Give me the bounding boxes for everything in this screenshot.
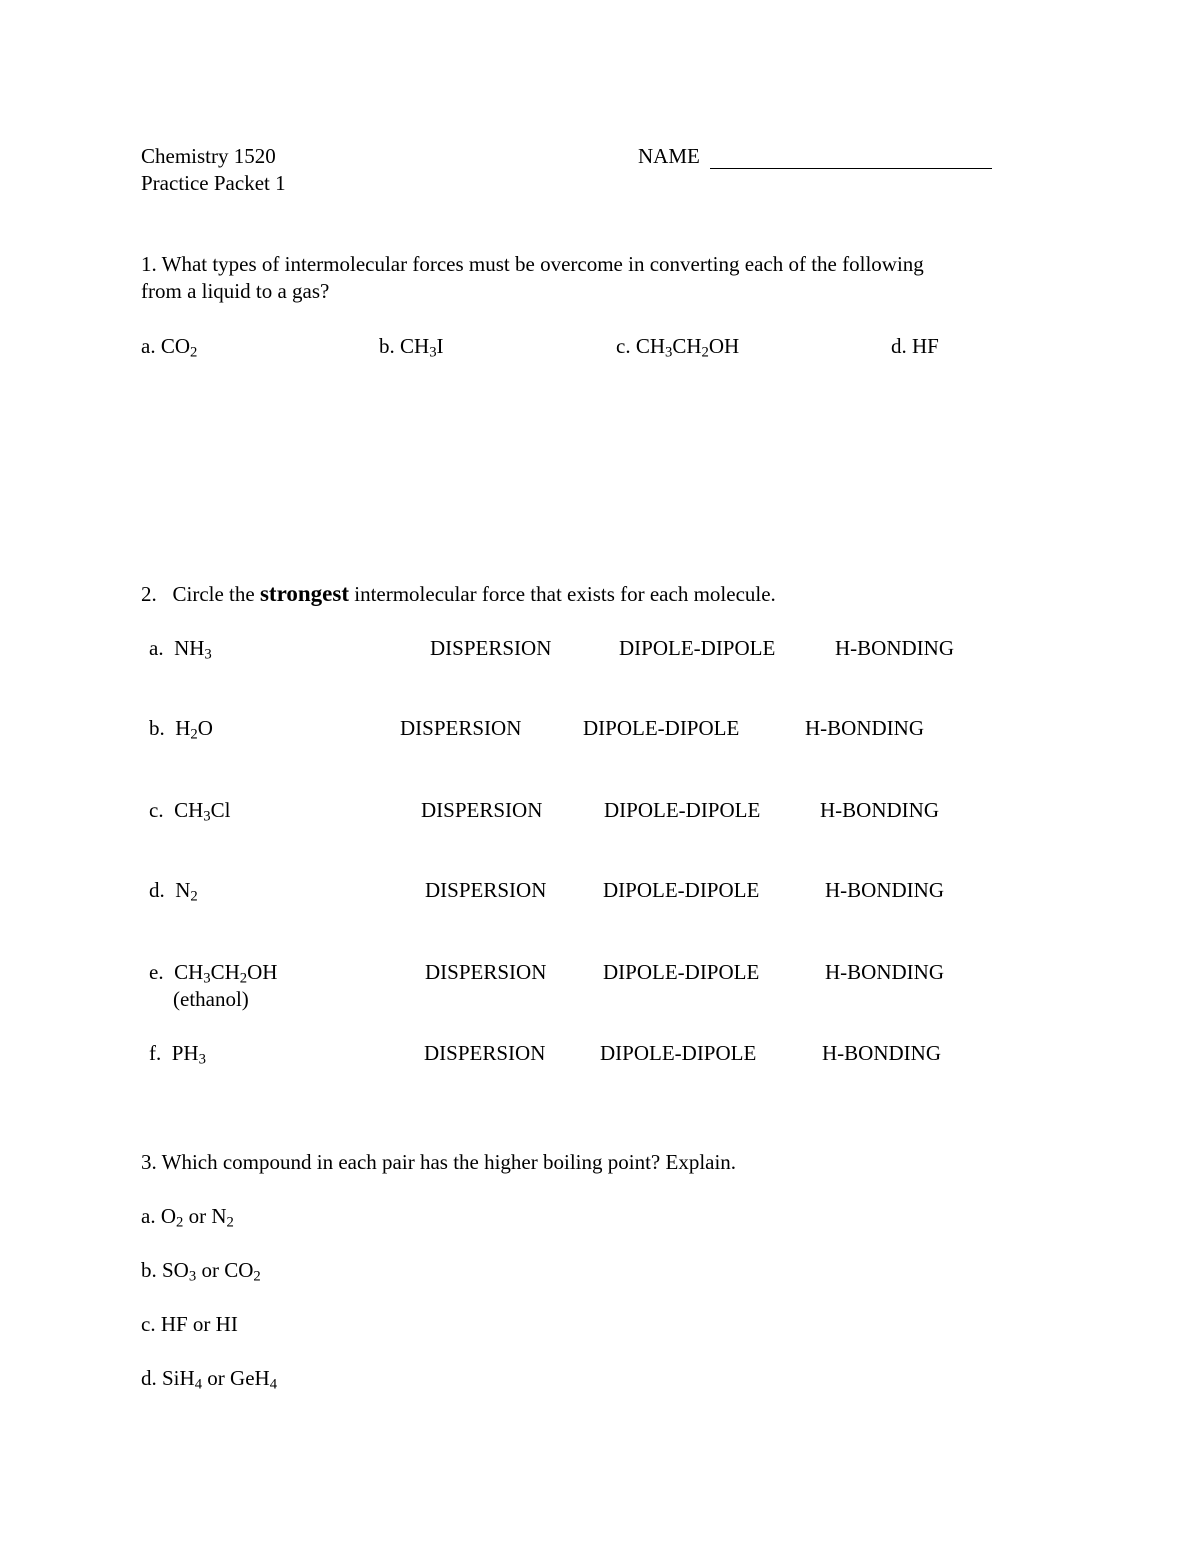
q2-prefix: Circle the — [172, 582, 255, 606]
q2-item-letter: c. — [149, 798, 164, 822]
q2-item-formula: $CH_3CH_2OH$ — [174, 960, 278, 987]
q3-item-b — [141, 1258, 261, 1285]
choice-h-bonding[interactable]: H-BONDING — [835, 636, 954, 660]
q1-item-a — [141, 334, 198, 361]
choice-dispersion[interactable]: DISPERSION — [425, 960, 547, 984]
choice-dispersion[interactable]: DISPERSION — [430, 636, 552, 660]
q2-item-formula: $H_2O$ — [175, 716, 213, 743]
q3-item-formula: $O_2$ or $N_2$ — [160, 1204, 234, 1231]
choice-h-bonding[interactable]: H-BONDING — [822, 1041, 941, 1065]
name-label: NAME — [638, 144, 700, 168]
q2-item-d — [149, 878, 198, 905]
q1-item-d — [891, 336, 939, 357]
q1-item-formula: $CH_3I$ — [400, 334, 444, 361]
packet-title: Practice Packet 1 — [141, 171, 286, 195]
q3-item-letter: a. — [141, 1204, 156, 1228]
course-title: Chemistry 1520 — [141, 144, 276, 168]
choice-h-bonding[interactable]: H-BONDING — [805, 716, 924, 740]
q2-item-formula: $NH_3$ — [174, 636, 212, 663]
choice-dipole-dipole[interactable]: DIPOLE-DIPOLE — [604, 798, 761, 822]
choice-h-bonding[interactable]: H-BONDING — [820, 798, 939, 822]
choice-dipole-dipole[interactable]: DIPOLE-DIPOLE — [603, 960, 760, 984]
q1-item-formula: $CO_2$ — [160, 334, 198, 361]
q3-question: 3. Which compound in each pair has the higher boiling point? Explain. — [141, 1150, 737, 1174]
q1-item-c — [616, 334, 740, 361]
choice-dipole-dipole[interactable]: DIPOLE-DIPOLE — [583, 716, 740, 740]
q3-item-a — [141, 1204, 234, 1231]
q2-item-f — [149, 1041, 206, 1068]
q3-item-formula: $SO_3$ or $CO_2$ — [162, 1258, 261, 1285]
choice-dipole-dipole[interactable]: DIPOLE-DIPOLE — [619, 636, 776, 660]
choice-dispersion[interactable]: DISPERSION — [421, 798, 543, 822]
q1-text-line2: from a liquid to a gas? — [141, 279, 330, 303]
q2-number: 2. — [141, 582, 157, 606]
q3-item-formula: HF or HI — [160, 1312, 238, 1336]
q2-item-e — [149, 960, 278, 987]
choice-h-bonding[interactable]: H-BONDING — [825, 878, 944, 902]
q3-item-c — [141, 1314, 238, 1335]
q1-item-letter: d. — [891, 334, 907, 358]
q3-item-letter: c. — [141, 1312, 156, 1336]
q3-item-d — [141, 1366, 278, 1393]
q2-item-c — [149, 798, 231, 825]
q3-item-letter: b. — [141, 1258, 157, 1282]
q2-item-letter: b. — [149, 716, 165, 740]
q2-question — [141, 582, 776, 605]
choice-dispersion[interactable]: DISPERSION — [424, 1041, 546, 1065]
q2-item-b — [149, 716, 213, 743]
q2-item-a — [149, 636, 212, 663]
q2-emphasis: strongest — [259, 581, 349, 606]
choice-h-bonding[interactable]: H-BONDING — [825, 960, 944, 984]
q1-item-letter: c. — [616, 334, 631, 358]
q1-item-formula: $CH_3CH_2OH$ — [635, 334, 740, 361]
q3-item-letter: d. — [141, 1366, 157, 1390]
q1-item-b — [379, 334, 444, 361]
q2-item-formula: $PH_3$ — [171, 1041, 206, 1068]
q2-item-letter: f. — [149, 1041, 162, 1065]
q1-item-letter: b. — [379, 334, 395, 358]
choice-dipole-dipole[interactable]: DIPOLE-DIPOLE — [603, 878, 760, 902]
choice-dispersion[interactable]: DISPERSION — [400, 716, 522, 740]
q1-text-line1: 1. What types of intermolecular forces must be overcome in converting each of the following — [141, 252, 924, 276]
q1-item-letter: a. — [141, 334, 156, 358]
q3-item-formula: SiH$_4$ or GeH$_4$ — [162, 1366, 278, 1393]
q2-suffix: intermolecular force that exists for each molecule. — [354, 582, 776, 606]
q2-item-formula: $N_2$ — [175, 878, 198, 905]
name-blank-line — [710, 168, 992, 169]
q2-item-e-note: (ethanol) — [173, 987, 249, 1011]
q1-item-formula: HF — [912, 334, 939, 358]
q2-item-letter: d. — [149, 878, 165, 902]
choice-dispersion[interactable]: DISPERSION — [425, 878, 547, 902]
q2-item-formula: $CH_3Cl$ — [174, 798, 231, 825]
q2-item-letter: a. — [149, 636, 164, 660]
choice-dipole-dipole[interactable]: DIPOLE-DIPOLE — [600, 1041, 757, 1065]
q2-item-letter: e. — [149, 960, 164, 984]
